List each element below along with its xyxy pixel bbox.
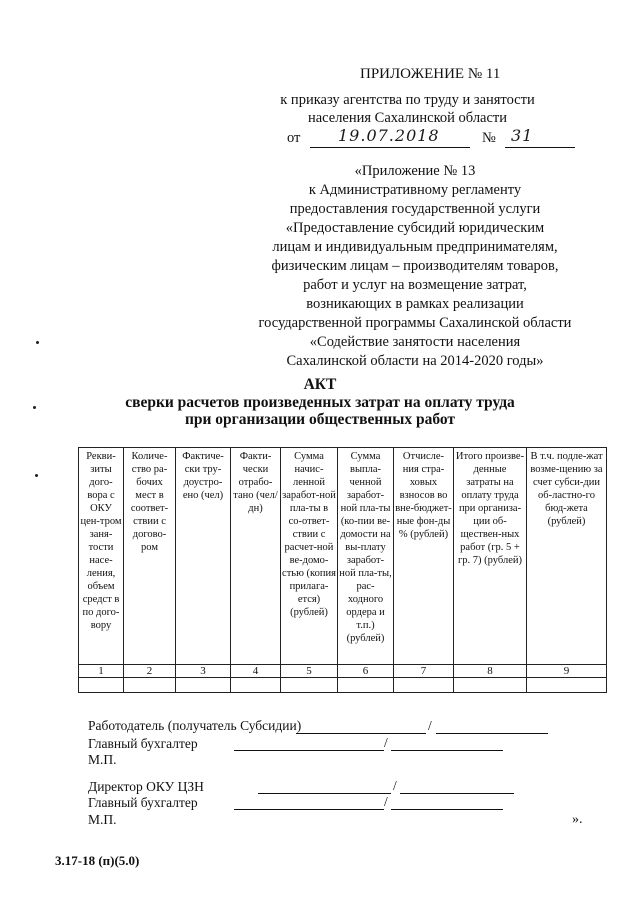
- column-number: 5: [281, 665, 338, 678]
- stamp2-label: М.П.: [88, 812, 117, 827]
- accountant-label: Главный бухгалтер: [88, 736, 198, 751]
- employer-signature-line: [296, 732, 426, 734]
- appendix-line-2: населения Сахалинской области: [307, 110, 508, 126]
- table-cell: [394, 678, 454, 693]
- column-header: Итого произве-денные затраты на оплату труда при организа-ции об-ществен-ных работ (гр. 5 + гр. 7) (рублей): [454, 448, 527, 665]
- slash: /: [393, 778, 397, 793]
- accountant2-label: Главный бухгалтер: [88, 795, 198, 810]
- slash: /: [384, 794, 388, 809]
- column-header: Сумма выпла-ченной заработ-ной пла-ты (ко-пии ве-домости на вы-плату заработ-ной пла-ты, рас-ходного ордера и т.п.) (рублей): [338, 448, 394, 665]
- appendix-title: ПРИЛОЖЕНИЕ № 11: [360, 66, 501, 82]
- column-header: Сумма начис-ленной заработ-ной пла-ты в со-ответ-ствии с расчет-ной ве-домо-стью (копия прилага-ется) (рублей): [281, 448, 338, 665]
- act-subtitle-1: сверки расчетов произведенных затрат на оплату труда: [125, 394, 515, 411]
- regulation-line: «Предоставление субсидий юридическим: [285, 220, 545, 236]
- regulation-line: физическим лицам – производителям товаров,: [271, 258, 559, 274]
- table-cell: [124, 678, 176, 693]
- document-code: 3.17-18 (п)(5.0): [55, 853, 140, 868]
- column-number: 1: [79, 665, 124, 678]
- date-label: от: [287, 130, 301, 146]
- scan-mark: [35, 474, 38, 477]
- regulation-line: лицам и индивидуальным предпринимателям,: [272, 239, 558, 255]
- column-number: 6: [338, 665, 394, 678]
- column-header: Рекви-зиты дого-вора с ОКУ цен-тром заня-тости насе-ления, объем средст в по дого-вору: [79, 448, 124, 665]
- regulation-line: работ и услуг на возмещение затрат,: [303, 277, 527, 293]
- act-subtitle-2: при организации общественных работ: [184, 411, 456, 428]
- column-number: 2: [124, 665, 176, 678]
- column-header: Отчисле-ния стра-ховых взносов во вне-бюджет-ные фон-ды % (рублей): [394, 448, 454, 665]
- regulation-line: к Административному регламенту: [308, 182, 522, 198]
- act-table: [78, 447, 607, 693]
- column-number: 8: [454, 665, 527, 678]
- act-title: АКТ: [303, 376, 337, 393]
- scan-mark: [36, 341, 39, 344]
- accountant-name-line: [391, 749, 503, 751]
- column-header: Фактиче-ски тру-доустро-ено (чел): [176, 448, 231, 665]
- table-cell: [527, 678, 607, 693]
- appendix-line-1: к приказу агентства по труду и занятости: [280, 92, 535, 108]
- table-header-row: [79, 448, 607, 665]
- slash: /: [384, 735, 388, 750]
- date-field: [310, 126, 470, 148]
- column-number: 7: [394, 665, 454, 678]
- table-empty-row: [79, 678, 607, 693]
- column-header: В т.ч. подле-жат возме-щению за счет субси-дии об-ластно-го бюд-жета (рублей): [527, 448, 607, 665]
- director-signature-line: [258, 792, 391, 794]
- regulation-line: возникающих в рамках реализации: [306, 296, 524, 312]
- regulation-line: «Содействие занятости населения: [309, 334, 521, 350]
- table-cell: [231, 678, 281, 693]
- regulation-line: государственной программы Сахалинской области: [258, 315, 572, 331]
- table-cell: [79, 678, 124, 693]
- column-header: Факти-чески отрабо-тано (чел/дн): [231, 448, 281, 665]
- table-cell: [454, 678, 527, 693]
- table-cell: [176, 678, 231, 693]
- director-label: Директор ОКУ ЦЗН: [88, 779, 204, 794]
- table-number-row: [79, 665, 607, 678]
- table-cell: [338, 678, 394, 693]
- accountant2-signature-line: [234, 808, 384, 810]
- regulation-line: «Приложение № 13: [354, 163, 476, 179]
- regulation-line: Сахалинской области на 2014-2020 годы»: [286, 353, 544, 369]
- number-handwritten: 31: [511, 126, 534, 145]
- stamp-label: М.П.: [88, 752, 117, 767]
- column-number: 4: [231, 665, 281, 678]
- employer-label: Работодатель (получатель Субсидии): [88, 718, 302, 733]
- regulation-line: предоставления государственной услуги: [289, 201, 541, 217]
- slash: /: [428, 718, 432, 733]
- accountant-signature-line: [234, 749, 384, 751]
- column-number: 9: [527, 665, 607, 678]
- table-cell: [281, 678, 338, 693]
- date-handwritten: 19.07.2018: [338, 126, 440, 145]
- number-label: №: [482, 130, 496, 146]
- number-field: [505, 126, 575, 148]
- employer-name-line: [436, 732, 548, 734]
- column-number: 3: [176, 665, 231, 678]
- column-header: Количе-ство ра-бочих мест в соответ-ствии с догово-ром: [124, 448, 176, 665]
- closing-quote: ».: [572, 812, 583, 827]
- accountant2-name-line: [391, 808, 503, 810]
- director-name-line: [400, 792, 514, 794]
